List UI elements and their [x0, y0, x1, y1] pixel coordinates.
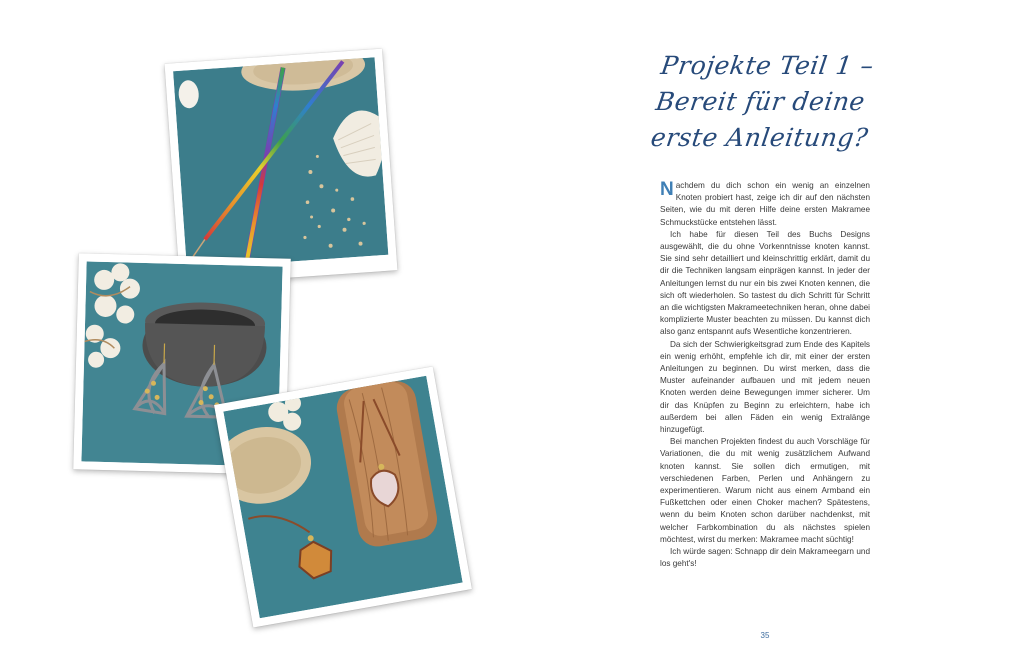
paragraph-1-text: achdem du dich schon ein wenig an einzelnen Knoten probiert hast, zeige ich dir auf den nächsten Seiten, wie du mit deren Hilfe deine ersten Makramee Schmuckstücke entstehen lässt.: [660, 181, 870, 227]
paragraph-2: Ich habe für diesen Teil des Buchs Designs ausgewählt, die du ohne Vorkenntnisse knoten kannst. Sie sind sehr detailliert und kleinschrittig erklärt, damit du dir die Techniken langsam einprägen kannst. In jeder der Anleitungen lernst du nur ein bis zwei Knoten kennen, die sich oft wiederholen. So tastest du dich Schritt für Schritt an die wichtigsten Makrameetechniken heran, ohne dabei komplizierte Muster beachten zu müssen. Du kannst dich also ganz entspannt aufs Wesentliche konzentrieren.: [660, 229, 870, 337]
paragraph-1: [660, 180, 870, 229]
photo-macrame-necklaces: [214, 366, 472, 627]
paragraph-5: Ich würde sagen: Schnapp dir dein Makrameegarn und los geht's!: [660, 547, 870, 569]
drop-cap: N: [660, 179, 674, 200]
macrame-necklaces-image: [223, 376, 462, 619]
heading-line-3: erste Anleitung?: [648, 123, 871, 152]
heading-line-2: Bereit für deine: [654, 87, 867, 116]
paragraph-3: Da sich der Schwierigkeitsgrad zum Ende des Kapitels ein wenig erhöht, empfehle ich dir, mit einer der ersten Anleitungen zu beginnen. Du wirst merken, dass die Muster aufeinander aufbauen und mit jedem neuen Knoten werden deine Bewegungen immer sicherer. Um dir das Knüpfen zu Beginn zu erleichtern, habe ich außerdem bei allen Fäden ein wenig Extralänge hinzugefügt.: [660, 339, 870, 435]
paragraph-4: Bei manchen Projekten findest du auch Vorschläge für Variationen, die du mit wenig zusätzlichem Aufwand knoten kannst. Sie sollen dich ermutigen, mit verschiedenen Farben, Perlen und Anhängern zu experimentieren. Warum nicht aus einem Armband ein Fußkettchen oder einen Choker machen? Spätestens, wenn du beim Knoten schon darüber nachdenkst, mit welcher Farbkombination du als nächstes spielen möchtest, wirst du merken: Makramee macht süchtig!: [660, 437, 870, 544]
photo-rainbow-bracelets: [165, 49, 398, 286]
page-number: 35: [760, 631, 770, 640]
page-heading: [648, 48, 893, 156]
body-text: [660, 180, 870, 571]
rainbow-bracelets-image: [173, 57, 388, 269]
heading-line-1: Projekte Teil 1 –: [659, 51, 876, 80]
